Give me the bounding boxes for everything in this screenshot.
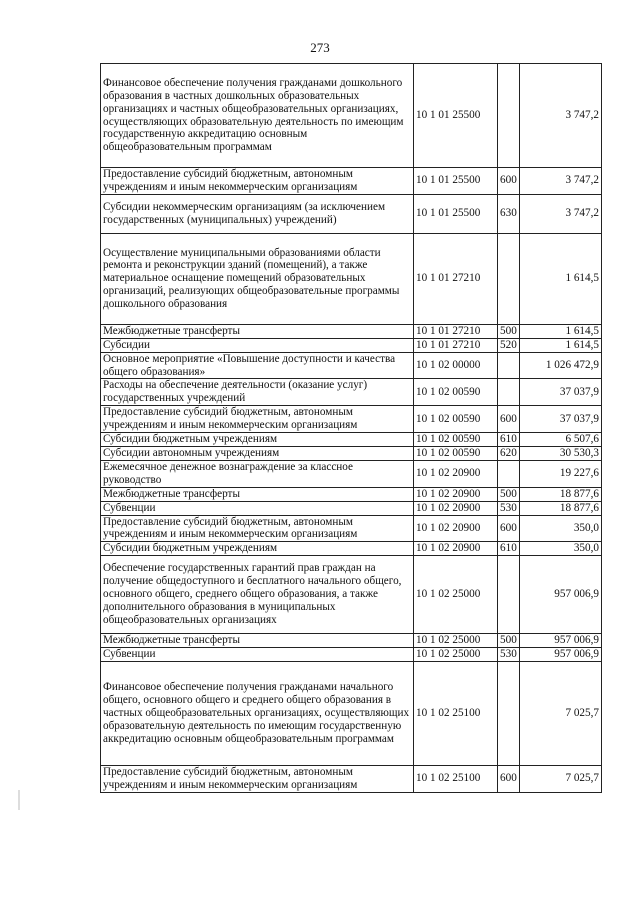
row-expense-type-cell: 500 xyxy=(498,634,520,648)
table-row xyxy=(101,662,602,766)
row-code-cell: 10 1 02 20900 xyxy=(414,515,498,542)
row-code-cell: 10 1 01 27210 xyxy=(414,338,498,352)
row-description-cell: Финансовое обеспечение получения гражданами дошкольного образования в частных дошкольных образовательных организациях и частных общеобразовательных организациях, осуществляющих образовательную деятельность по имеющим государственную аккредитацию основным общеобразовательным программам xyxy=(101,64,414,168)
row-code-cell: 10 1 02 00000 xyxy=(414,352,498,379)
row-description-cell: Субвенции xyxy=(101,648,414,662)
row-expense-type-cell: 600 xyxy=(498,406,520,433)
row-expense-type-cell xyxy=(498,662,520,766)
row-expense-type-cell xyxy=(498,233,520,324)
table-row xyxy=(101,338,602,352)
row-amount-cell: 1 614,5 xyxy=(520,233,602,324)
row-expense-type-cell xyxy=(498,460,520,487)
row-description-cell: Предоставление субсидий бюджетным, автономным учреждениям и иным некоммерческим организациям xyxy=(101,515,414,542)
row-code-cell: 10 1 02 00590 xyxy=(414,433,498,447)
row-amount-cell: 1 614,5 xyxy=(520,324,602,338)
row-amount-cell: 7 025,7 xyxy=(520,662,602,766)
table-row xyxy=(101,433,602,447)
row-expense-type-cell: 610 xyxy=(498,433,520,447)
table-row xyxy=(101,460,602,487)
table-row xyxy=(101,64,602,168)
row-amount-cell: 350,0 xyxy=(520,542,602,556)
table-row xyxy=(101,194,602,233)
row-description-cell: Расходы на обеспечение деятельности (оказание услуг) государственных учреждений xyxy=(101,379,414,406)
table-row xyxy=(101,487,602,501)
row-code-cell: 10 1 01 27210 xyxy=(414,324,498,338)
row-amount-cell: 30 530,3 xyxy=(520,446,602,460)
row-amount-cell: 957 006,9 xyxy=(520,634,602,648)
table-row xyxy=(101,515,602,542)
table-row xyxy=(101,379,602,406)
row-code-cell: 10 1 01 25500 xyxy=(414,168,498,195)
row-code-cell: 10 1 01 25500 xyxy=(414,194,498,233)
row-expense-type-cell xyxy=(498,379,520,406)
row-code-cell: 10 1 02 00590 xyxy=(414,446,498,460)
row-code-cell: 10 1 01 25500 xyxy=(414,64,498,168)
row-expense-type-cell: 500 xyxy=(498,324,520,338)
row-expense-type-cell: 620 xyxy=(498,446,520,460)
page-number: 273 xyxy=(310,40,330,55)
table-row xyxy=(101,556,602,634)
row-description-cell: Основное мероприятие «Повышение доступности и качества общего образования» xyxy=(101,352,414,379)
row-expense-type-cell: 600 xyxy=(498,168,520,195)
table-row xyxy=(101,634,602,648)
row-amount-cell: 957 006,9 xyxy=(520,556,602,634)
row-code-cell: 10 1 02 25000 xyxy=(414,634,498,648)
row-description-cell: Межбюджетные трансферты xyxy=(101,487,414,501)
row-amount-cell: 3 747,2 xyxy=(520,168,602,195)
row-description-cell: Осуществление муниципальными образованиями области ремонта и реконструкции зданий (помещений), а также материальное оснащение помещений образовательных организаций, реализующих общеобразовательные программы дошкольного образования xyxy=(101,233,414,324)
row-amount-cell: 18 877,6 xyxy=(520,487,602,501)
row-description-cell: Субсидии xyxy=(101,338,414,352)
row-code-cell: 10 1 02 25100 xyxy=(414,662,498,766)
row-code-cell: 10 1 02 00590 xyxy=(414,379,498,406)
scan-artifact-mark xyxy=(18,790,20,810)
budget-table xyxy=(100,63,602,793)
row-description-cell: Субсидии некоммерческим организациям (за исключением государственных (муниципальных) учреждений) xyxy=(101,194,414,233)
row-expense-type-cell: 530 xyxy=(498,501,520,515)
table-row xyxy=(101,352,602,379)
row-expense-type-cell: 610 xyxy=(498,542,520,556)
table-row xyxy=(101,501,602,515)
row-amount-cell: 3 747,2 xyxy=(520,64,602,168)
row-amount-cell: 19 227,6 xyxy=(520,460,602,487)
row-code-cell: 10 1 02 25000 xyxy=(414,556,498,634)
row-description-cell: Предоставление субсидий бюджетным, автономным учреждениям и иным некоммерческим организациям xyxy=(101,406,414,433)
row-expense-type-cell: 530 xyxy=(498,648,520,662)
row-code-cell: 10 1 02 20900 xyxy=(414,460,498,487)
row-amount-cell: 37 037,9 xyxy=(520,379,602,406)
row-expense-type-cell xyxy=(498,352,520,379)
row-amount-cell: 37 037,9 xyxy=(520,406,602,433)
row-description-cell: Субвенции xyxy=(101,501,414,515)
row-expense-type-cell xyxy=(498,556,520,634)
row-description-cell: Предоставление субсидий бюджетным, автономным учреждениям и иным некоммерческим организациям xyxy=(101,766,414,793)
table-row xyxy=(101,648,602,662)
table-row xyxy=(101,542,602,556)
row-code-cell: 10 1 02 20900 xyxy=(414,542,498,556)
row-description-cell: Ежемесячное денежное вознаграждение за классное руководство xyxy=(101,460,414,487)
row-code-cell: 10 1 02 25100 xyxy=(414,766,498,793)
row-amount-cell: 3 747,2 xyxy=(520,194,602,233)
table-row xyxy=(101,233,602,324)
row-description-cell: Обеспечение государственных гарантий прав граждан на получение общедоступного и бесплатного начального общего, основного общего, среднего общего образования, а также дополнительного образования в муниципальных общеобразовательных организациях xyxy=(101,556,414,634)
table-row xyxy=(101,406,602,433)
row-code-cell: 10 1 02 20900 xyxy=(414,501,498,515)
row-description-cell: Межбюджетные трансферты xyxy=(101,634,414,648)
table-row xyxy=(101,168,602,195)
row-description-cell: Субсидии бюджетным учреждениям xyxy=(101,542,414,556)
budget-table-body xyxy=(101,64,602,793)
row-expense-type-cell: 500 xyxy=(498,487,520,501)
row-amount-cell: 1 614,5 xyxy=(520,338,602,352)
row-code-cell: 10 1 02 00590 xyxy=(414,406,498,433)
row-description-cell: Субсидии автономным учреждениям xyxy=(101,446,414,460)
row-amount-cell: 18 877,6 xyxy=(520,501,602,515)
row-description-cell: Субсидии бюджетным учреждениям xyxy=(101,433,414,447)
row-amount-cell: 6 507,6 xyxy=(520,433,602,447)
row-description-cell: Межбюджетные трансферты xyxy=(101,324,414,338)
row-expense-type-cell: 630 xyxy=(498,194,520,233)
row-amount-cell: 7 025,7 xyxy=(520,766,602,793)
row-code-cell: 10 1 02 20900 xyxy=(414,487,498,501)
row-amount-cell: 957 006,9 xyxy=(520,648,602,662)
row-description-cell: Финансовое обеспечение получения гражданами начального общего, основного общего и среднего общего образования в частных общеобразовательных организациях, осуществляющих образовательную деятельность по имеющим государственную аккредитацию основным общеобразовательным программам xyxy=(101,662,414,766)
row-expense-type-cell: 600 xyxy=(498,515,520,542)
table-row xyxy=(101,446,602,460)
row-description-cell: Предоставление субсидий бюджетным, автономным учреждениям и иным некоммерческим организациям xyxy=(101,168,414,195)
row-expense-type-cell: 520 xyxy=(498,338,520,352)
table-row xyxy=(101,766,602,793)
row-expense-type-cell: 600 xyxy=(498,766,520,793)
row-amount-cell: 1 026 472,9 xyxy=(520,352,602,379)
table-row xyxy=(101,324,602,338)
row-amount-cell: 350,0 xyxy=(520,515,602,542)
row-code-cell: 10 1 02 25000 xyxy=(414,648,498,662)
row-expense-type-cell xyxy=(498,64,520,168)
row-code-cell: 10 1 01 27210 xyxy=(414,233,498,324)
